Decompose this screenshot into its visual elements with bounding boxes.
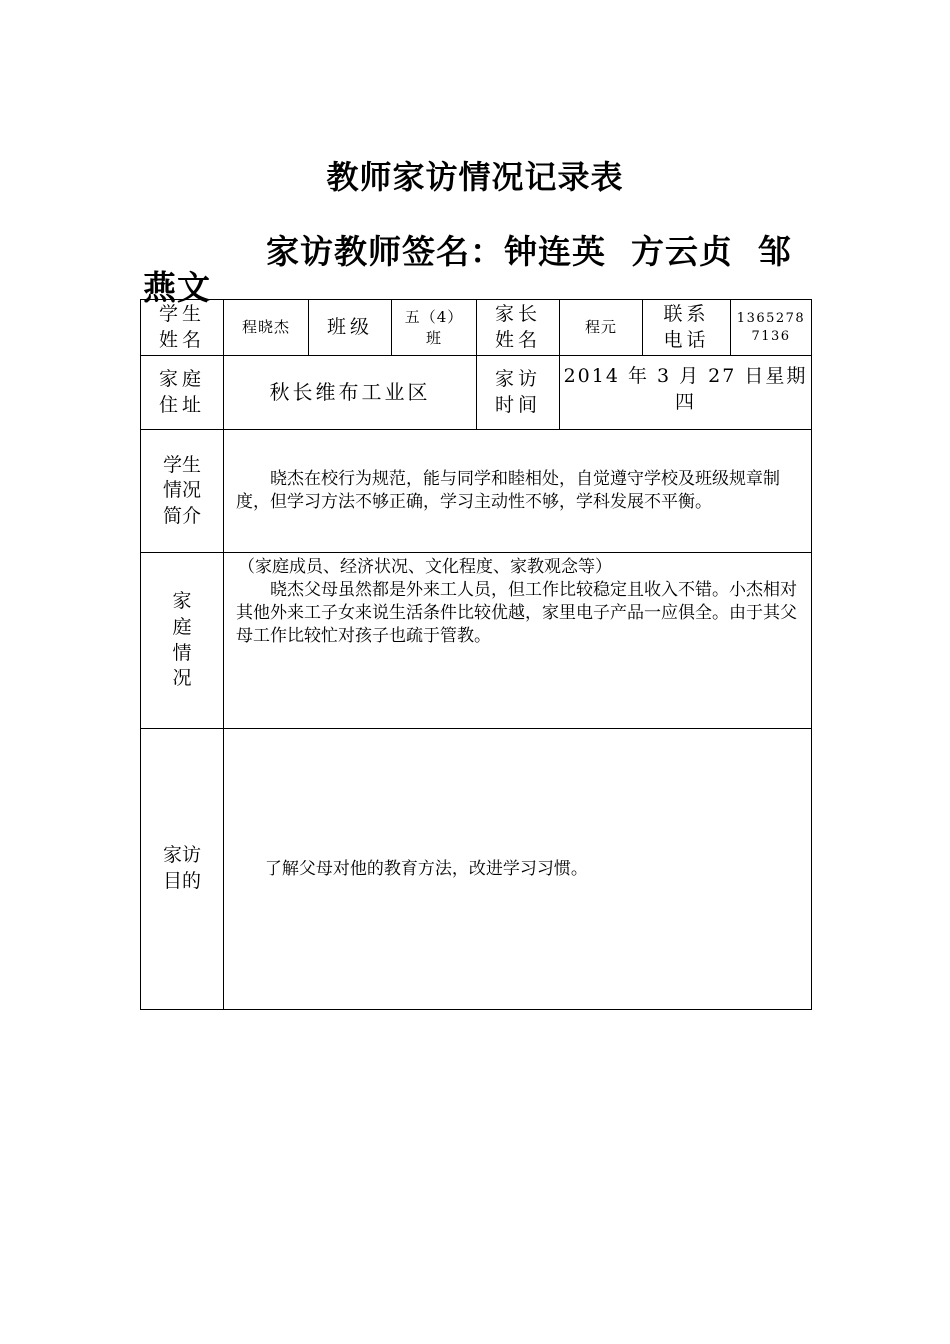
student-intro-text: 晓杰在校行为规范，能与同学和睦相处，自觉遵守学校及班级规章制度，但学习方法不够正确，学习主动性不够，学科发展不平衡。 — [236, 469, 780, 512]
parent-name-label-cell — [477, 300, 560, 356]
family-label-2: 庭 — [172, 615, 192, 638]
row-basic-info — [141, 300, 812, 356]
teacher-name-2: 方云贞 — [630, 232, 733, 271]
parent-name-label: 家长姓名 — [494, 302, 541, 351]
row-student-intro — [141, 430, 812, 553]
student-intro-label-cell — [141, 430, 224, 553]
visit-time-value-cell — [560, 356, 812, 430]
teacher-name-3-part2: 燕文 — [143, 268, 211, 307]
student-name-label: 学生姓名 — [158, 302, 205, 351]
phone-label-cell — [643, 300, 731, 356]
row-address — [141, 356, 812, 430]
family-label-4: 况 — [172, 667, 192, 690]
row-family — [141, 553, 812, 729]
purpose-label-cell — [141, 729, 224, 1010]
signature-label: 家访教师签名： — [266, 232, 504, 271]
student-name-label-cell — [141, 300, 224, 356]
student-intro-label-1: 学生 — [162, 453, 201, 476]
student-name-value: 程晓杰 — [224, 300, 309, 356]
purpose-label-2: 目的 — [162, 870, 201, 892]
teacher-name-1: 钟连英 — [504, 232, 606, 271]
page-title: 教师家访情况记录表 — [326, 158, 624, 196]
family-note: （家庭成员、经济状况、文化程度、家教观念等） — [238, 557, 612, 577]
family-label-3: 情 — [172, 641, 192, 664]
visit-time-line2: 四 — [674, 390, 696, 413]
family-cell — [224, 553, 812, 729]
phone-value-cell — [731, 300, 812, 356]
class-label: 班级 — [309, 300, 392, 356]
address-value: 秋长维布工业区 — [224, 356, 477, 430]
student-intro-label-2: 情况 — [162, 479, 201, 502]
row-purpose — [141, 729, 812, 1010]
address-label: 家庭住址 — [158, 367, 205, 416]
visit-time-line1: 2014 年 3 月 27 日星期 — [563, 365, 808, 387]
purpose-label-1: 家访 — [162, 844, 201, 867]
family-label-1: 家 — [172, 590, 192, 613]
visit-time-label-cell — [477, 356, 560, 430]
phone-value-line2: 7136 — [751, 328, 791, 344]
student-intro-label-3: 简介 — [162, 504, 201, 527]
address-label-cell — [141, 356, 224, 430]
student-intro-cell — [224, 430, 812, 553]
teacher-signature-line — [266, 226, 792, 273]
visit-time-label: 家访时间 — [494, 367, 541, 416]
class-value-cell — [392, 300, 477, 356]
family-label-cell — [141, 553, 224, 729]
phone-value-line1: 1365278 — [736, 310, 806, 326]
purpose-cell — [224, 729, 812, 1010]
phone-label: 联系电话 — [663, 302, 710, 351]
class-value-line2: 班 — [425, 328, 442, 347]
purpose-text: 了解父母对他的教育方法，改进学习习惯。 — [264, 858, 588, 879]
class-value-line1: 五（4） — [404, 308, 464, 327]
teacher-name-3-part1: 邹 — [757, 232, 792, 271]
family-text: 晓杰父母虽然都是外来工人员，但工作比较稳定且收入不错。小杰相对其他外来工子女来说生活条件比较优越，家里电子产品一应俱全。由于其父母工作比较忙对孩子也疏于管教。 — [236, 579, 797, 646]
home-visit-record-table — [140, 299, 812, 1010]
parent-name-value: 程元 — [560, 300, 643, 356]
